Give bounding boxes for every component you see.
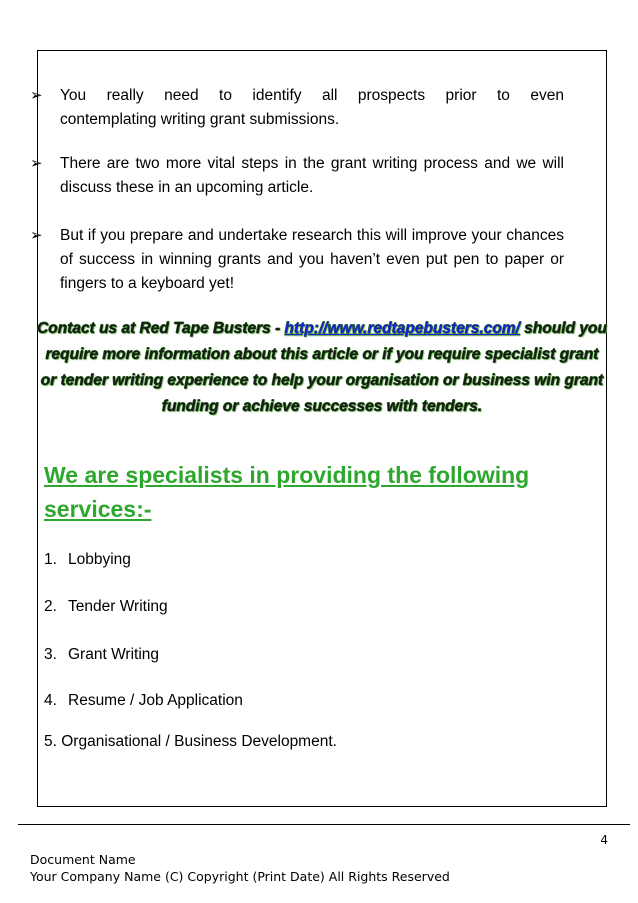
bullet-item	[30, 152, 564, 200]
bullet-text: There are two more vital steps in the grant writing process and we will discuss these in an upcoming article.	[60, 155, 564, 196]
arrow-bullet-icon: ➢	[30, 155, 43, 172]
services-heading: We are specialists in providing the following services:-	[44, 462, 530, 522]
bullet-text: contemplating writing grant submissions.	[60, 111, 340, 128]
list-item: 4. Resume / Job Application	[44, 692, 243, 709]
bullet-item	[30, 224, 564, 296]
contact-paragraph	[37, 316, 607, 420]
arrow-bullet-icon: ➢	[30, 227, 43, 244]
website-link[interactable]: http://www.redtapebusters.com/	[284, 320, 520, 337]
bullet-text: But if you prepare and undertake research this will improve your chances of success in winning grants and you haven’t even put pen to paper or fingers to a keyboard yet!	[60, 227, 564, 292]
bullet-item	[30, 84, 564, 132]
document-name: Document Name	[30, 852, 136, 867]
bullet-text: You really need to identify all prospects prior to even	[60, 87, 564, 104]
list-item: 1. Lobbying	[44, 551, 131, 568]
list-item: 2. Tender Writing	[44, 598, 168, 615]
list-item: 3. Grant Writing	[44, 646, 160, 663]
copyright-text: Your Company Name (C) Copyright (Print Date) All Rights Reserved	[30, 869, 450, 884]
list-item: 5. Organisational / Business Development.	[44, 733, 337, 750]
contact-text: should you require more information about this article or if you require specialist grant or tender writing experience to help your organisation or business win grant funding or achieve successes with tenders.	[40, 320, 607, 415]
arrow-bullet-icon: ➢	[30, 87, 43, 104]
footer-divider	[18, 824, 630, 825]
contact-prefix: Contact us at Red Tape Busters -	[37, 320, 285, 337]
page-number: 4	[600, 833, 608, 847]
